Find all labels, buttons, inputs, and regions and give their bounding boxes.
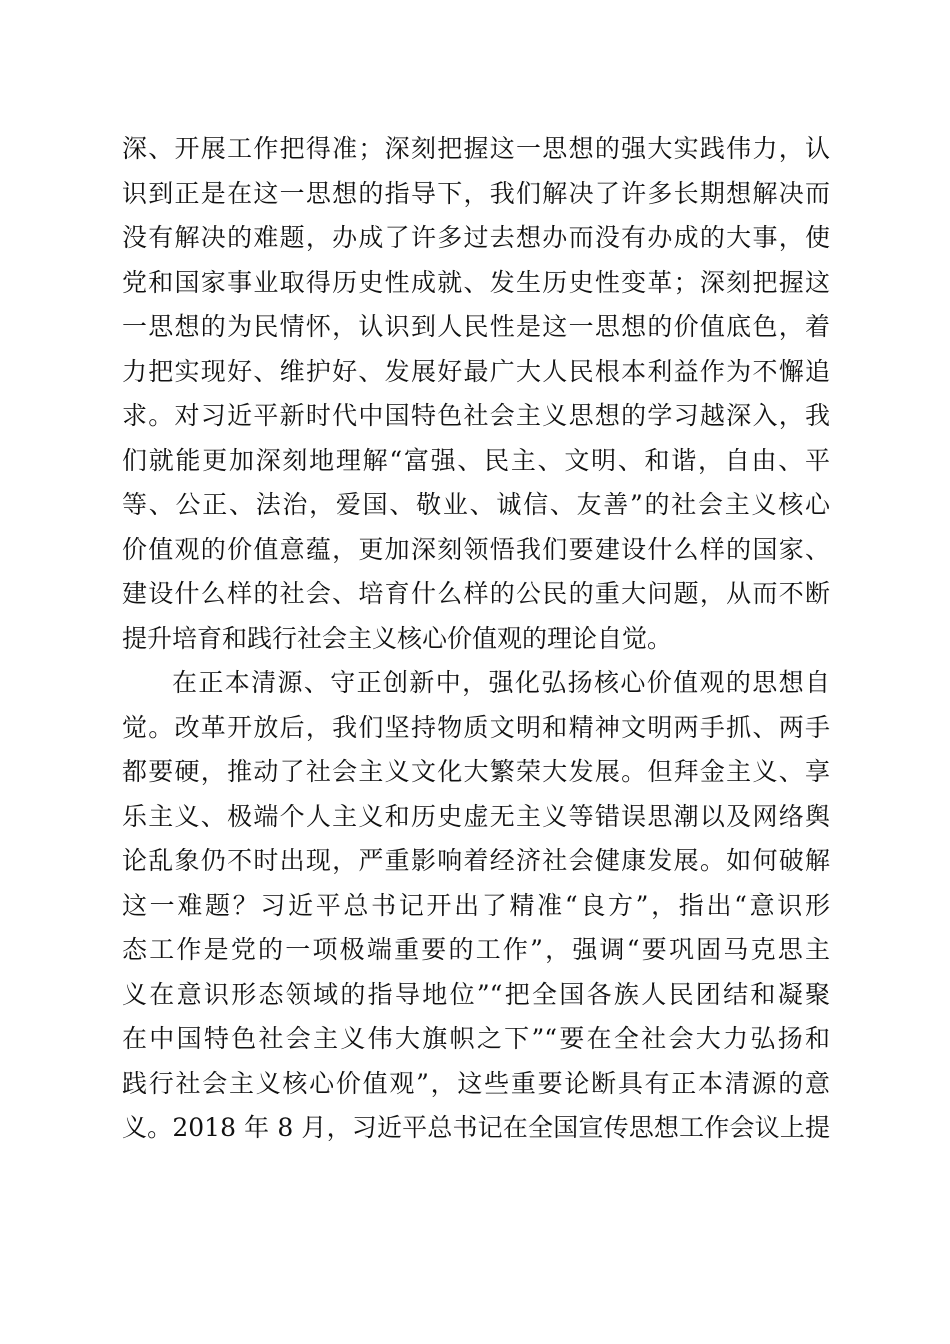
text-line: 在中国特色社会主义伟大旗帜之下”“要在全社会大力弘扬和 xyxy=(122,1024,830,1053)
body-text xyxy=(122,127,830,1151)
text-line: 力把实现好、维护好、发展好最广大人民根本利益作为不懈追 xyxy=(122,356,830,386)
text-line: 提升培育和践行社会主义核心价值观的理论自觉。 xyxy=(122,623,673,653)
text-line: 觉。改革开放后，我们坚持物质文明和精神文明两手抓、两手 xyxy=(122,712,830,742)
text-line: 这一难题？习近平总书记开出了精准“良方”，指出“意识形 xyxy=(122,890,830,920)
text-line: 党和国家事业取得历史性成就、发生历史性变革；深刻把握这 xyxy=(122,267,830,297)
text-line: 都要硬，推动了社会主义文化大繁荣大发展。但拜金主义、享 xyxy=(122,757,830,786)
text-line: 义。2018 年 8 月，习近平总书记在全国宣传思想工作会议上提 xyxy=(122,1113,830,1142)
paragraph-2 xyxy=(122,661,830,1151)
text-line: 建设什么样的社会、培育什么样的公民的重大问题，从而不断 xyxy=(122,579,830,608)
text-line: 态工作是党的一项极端重要的工作”，强调“要巩固马克思主 xyxy=(122,935,830,964)
text-line: 没有解决的难题，办成了许多过去想办而没有办成的大事，使 xyxy=(122,223,830,252)
text-line: 论乱象仍不时出现，严重影响着经济社会健康发展。如何破解 xyxy=(122,846,830,875)
text-line: 们就能更加深刻地理解“富强、民主、文明、和谐，自由、平 xyxy=(122,445,830,475)
text-line: 深、开展工作把得准；深刻把握这一思想的强大实践伟力，认 xyxy=(122,134,830,163)
paragraph-1 xyxy=(122,127,830,661)
text-line: 践行社会主义核心价值观”，这些重要论断具有正本清源的意 xyxy=(122,1068,830,1098)
text-line: 等、公正、法治，爱国、敬业、诚信、友善”的社会主义核心 xyxy=(122,490,830,519)
text-line: 在正本清源、守正创新中，强化弘扬核心价值观的思想自 xyxy=(172,668,830,697)
text-line: 义在意识形态领域的指导地位”“把全国各族人民团结和凝聚 xyxy=(122,979,830,1009)
text-line: 一思想的为民情怀，认识到人民性是这一思想的价值底色，着 xyxy=(122,312,830,341)
text-line: 价值观的价值意蕴，更加深刻领悟我们要建设什么样的国家、 xyxy=(122,534,830,564)
text-line: 求。对习近平新时代中国特色社会主义思想的学习越深入，我 xyxy=(122,401,830,430)
text-line: 识到正是在这一思想的指导下，我们解决了许多长期想解决而 xyxy=(122,178,830,208)
text-line: 乐主义、极端个人主义和历史虚无主义等错误思潮以及网络舆 xyxy=(122,801,830,831)
